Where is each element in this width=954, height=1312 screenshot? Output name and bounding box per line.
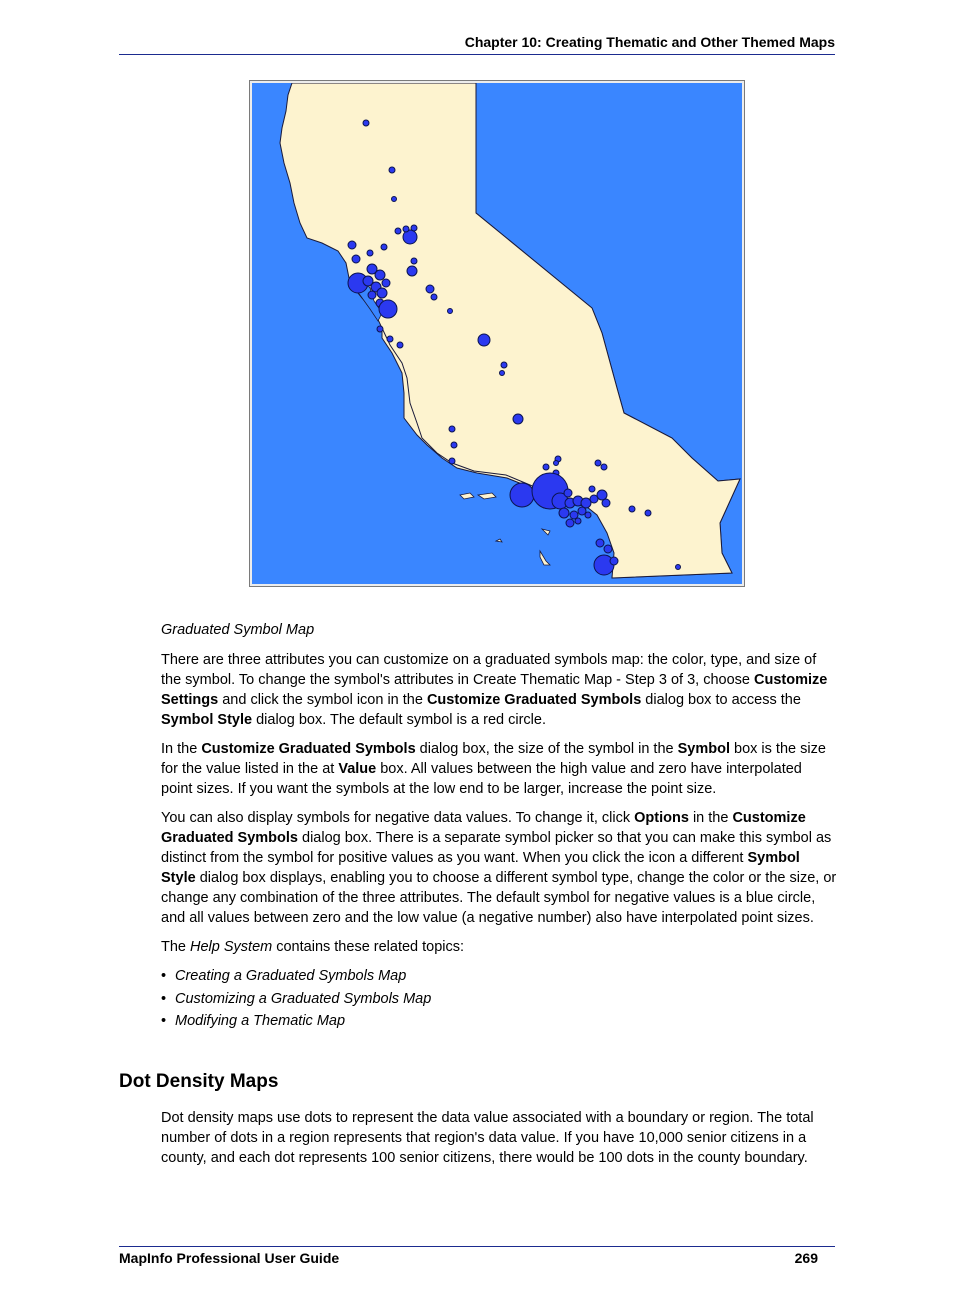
city-symbol [585, 512, 591, 518]
city-symbol [392, 197, 397, 202]
city-symbol [377, 326, 383, 332]
text-run: In the [161, 741, 202, 757]
city-symbol [389, 167, 395, 173]
city-symbol [448, 309, 453, 314]
page-number: 269 [794, 1250, 818, 1266]
text-run: box. All values between the high value and zero have interpolated point sizes. If you want the symbols at the low end to be larger, increase the point size. [161, 761, 802, 797]
city-symbol [449, 426, 455, 432]
text-run: The [161, 939, 191, 955]
text-run: dialog box. The default symbol is a red circle. [252, 712, 546, 728]
topic-link[interactable]: Creating a Graduated Symbols Map [175, 968, 407, 984]
paragraph [161, 650, 837, 730]
bold-term: Value [338, 761, 377, 777]
city-symbol [352, 255, 360, 263]
city-symbol [564, 489, 572, 497]
city-symbol [581, 498, 591, 508]
city-symbol [543, 464, 549, 470]
city-symbol [403, 226, 409, 232]
city-symbol [449, 458, 455, 464]
bold-term: Customize Graduated Symbols [161, 810, 806, 846]
city-symbol [676, 565, 681, 570]
text-run: and click the symbol icon in the [218, 692, 427, 708]
text-run: dialog box, the size of the symbol in the [415, 741, 678, 757]
paragraph [161, 739, 837, 799]
city-symbol [566, 519, 574, 527]
city-symbol [397, 342, 403, 348]
topic-link[interactable]: Modifying a Thematic Map [175, 1013, 346, 1029]
city-symbol [601, 464, 607, 470]
paragraph [161, 937, 837, 957]
city-symbol [575, 518, 581, 524]
city-symbol [368, 291, 376, 299]
text-run: You can also display symbols for negative data values. To change it, click [161, 810, 635, 826]
city-symbol [387, 336, 393, 342]
city-symbol [411, 225, 417, 231]
city-symbol [610, 557, 618, 565]
city-symbol [375, 270, 385, 280]
city-symbol [513, 414, 523, 424]
city-symbol [381, 244, 387, 250]
city-symbol [367, 250, 373, 256]
city-symbol [500, 371, 505, 376]
city-symbol [510, 483, 534, 507]
list-item: • Modifying a Thematic Map [161, 1013, 346, 1029]
guide-title: MapInfo Professional User Guide [119, 1250, 340, 1266]
section-body [161, 1108, 837, 1168]
bold-term: Options [634, 810, 689, 826]
city-symbol [407, 266, 417, 276]
city-symbol [596, 539, 604, 547]
text-run: dialog box displays, enabling you to choose a different symbol type, change the color or the size, or change any combination of the three attributes. The default symbol for negative values is a blue circle, and all values between zero and the low value (a negative number) also have interpolated point sizes. [161, 870, 837, 926]
graduated-symbol-map-figure [249, 80, 745, 587]
text-run: dialog box to access the [641, 692, 801, 708]
bold-term: Customize Graduated Symbols [426, 692, 642, 708]
list-item: • Creating a Graduated Symbols Map [161, 968, 407, 984]
section-heading: Dot Density Maps [119, 1071, 279, 1092]
italic-term: Help System [190, 939, 273, 955]
city-symbol [589, 486, 595, 492]
city-symbol [595, 460, 601, 466]
list-item: • Customizing a Graduated Symbols Map [161, 990, 432, 1007]
bold-term: Symbol [677, 741, 730, 757]
city-symbol [363, 120, 369, 126]
city-symbol [426, 285, 434, 293]
city-symbol [559, 508, 569, 518]
bold-term: Customize Graduated Symbols [201, 741, 416, 757]
city-symbol [395, 228, 401, 234]
text-run: box is the size for the value listed in the at [161, 741, 826, 777]
city-symbol [478, 334, 490, 346]
city-symbol [379, 300, 397, 318]
paragraph: Dot density maps use dots to represent the data value associated with a boundary or region. The total number of dots in a region represents that region's data value. If you have 10,000 senior citizens in a county, and each dot represents 100 senior citizens, there would be 100 dots in the county boundary. [161, 1110, 814, 1166]
text-run: in the [688, 810, 733, 826]
figure-caption: Graduated Symbol Map [161, 622, 315, 638]
paragraph [161, 808, 837, 928]
city-symbol [377, 288, 387, 298]
topic-link[interactable]: Customizing a Graduated Symbols Map [175, 990, 432, 1007]
city-symbol [629, 506, 635, 512]
running-header [119, 34, 835, 55]
city-symbol [431, 294, 437, 300]
text-run: There are three attributes you can customize on a graduated symbols map: the color, type, and size of the symbol. To change the symbol's attributes in Create Thematic Map - Step 3 of 3, choose [161, 652, 817, 688]
text-run: dialog box. There is a separate symbol picker so that you can make this symbol as distinct from the symbol for positive values as you want. When you click the icon a different [161, 830, 832, 866]
city-symbol [501, 362, 507, 368]
chapter-title: Chapter 10: Creating Thematic and Other Themed Maps [464, 34, 835, 50]
related-topics-list [161, 966, 837, 1031]
city-symbol [411, 258, 417, 264]
running-footer [119, 1246, 835, 1266]
text-run: contains these related topics: [272, 939, 465, 955]
california-map [252, 83, 742, 584]
city-symbol [554, 461, 559, 466]
city-symbol [382, 279, 390, 287]
bold-term: Customize Settings [161, 672, 828, 708]
bold-term: Symbol Style [161, 712, 253, 728]
body-text [161, 650, 837, 1034]
city-symbol [348, 241, 356, 249]
city-symbol [604, 545, 612, 553]
city-symbol [602, 499, 610, 507]
bold-term: Symbol Style [161, 850, 800, 886]
city-symbol [597, 490, 607, 500]
city-symbol [645, 510, 651, 516]
city-symbol [451, 442, 457, 448]
